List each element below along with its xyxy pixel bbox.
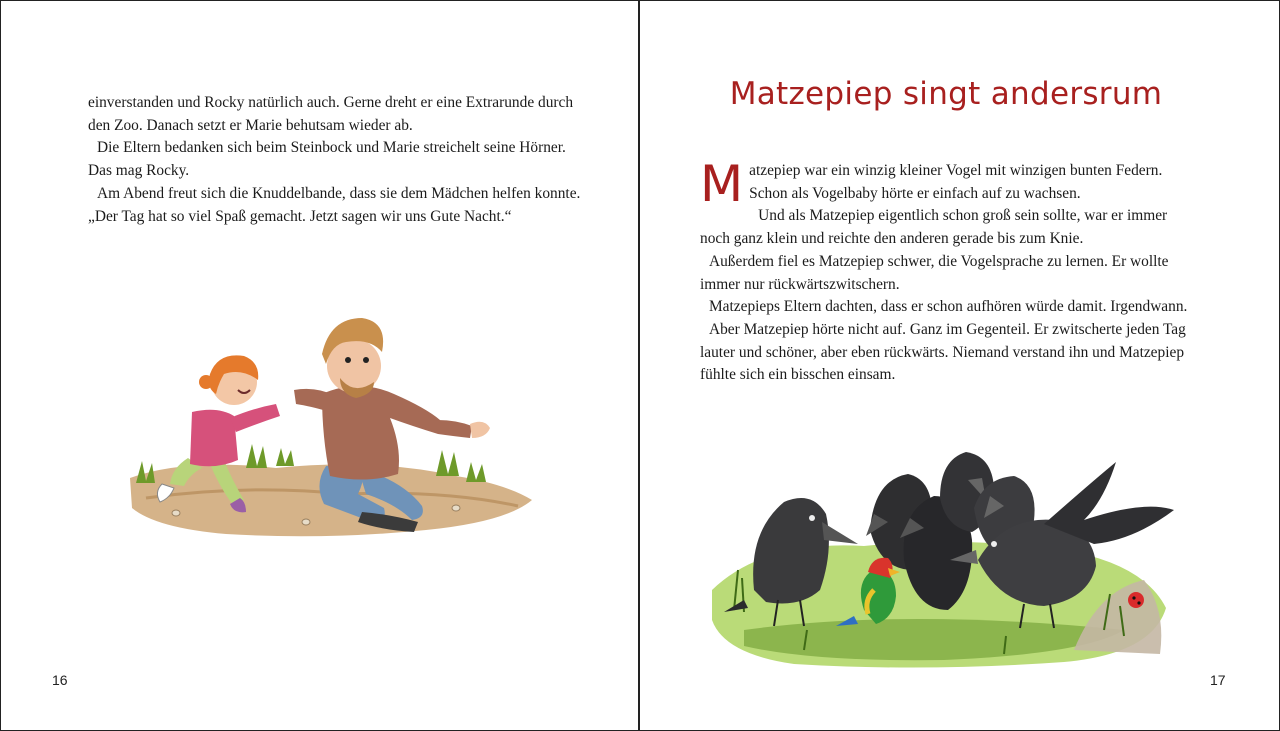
right-paragraph-2: Und als Matzepiep eigentlich schon groß sein sollte, war er immer noch ganz klein und reichte den anderen gerade bis zum Knie. <box>700 207 1168 248</box>
left-page-text <box>88 92 588 228</box>
first-paragraph-text: atzepiep war ein winzig kleiner Vogel mit winzigen bunten Federn. Schon als Vogelbaby hörte er einfach auf zu wachsen. <box>749 162 1163 202</box>
right-paragraph-3: Außerdem fiel es Matzepiep schwer, die Vogelsprache zu lernen. Er wollte immer nur rückwärtszwitschern. <box>700 252 1169 293</box>
illustration-crows-and-matzepiep <box>704 440 1174 672</box>
illustration-girl-and-father <box>126 308 538 546</box>
left-paragraph-1: einverstanden und Rocky natürlich auch. Gerne dreht er eine Extrarunde durch den Zoo. Danach setzt er Marie behutsam wieder ab. <box>88 94 574 134</box>
right-paragraph-4: Matzepieps Eltern dachten, dass er schon aufhören würde damit. Irgendwann. <box>709 298 1188 316</box>
right-paragraph-5: Aber Matzepiep hörte nicht auf. Ganz im Gegenteil. Er zwitscherte jeden Tag lauter und schöner, aber eben rückwärts. Niemand verstand ihn und Matzepiep fühlte sich ein bisschen einsam. <box>700 320 1186 384</box>
right-page-text <box>700 155 1190 387</box>
chapter-title: Matzepiep singt andersrum <box>729 76 1163 112</box>
left-page <box>0 0 638 731</box>
left-paragraph-2: Die Eltern bedanken sich beim Steinbock und Marie streichelt seine Hörner. Das mag Rocky. <box>88 139 566 180</box>
right-page <box>640 0 1280 731</box>
left-paragraph-3: Am Abend freut sich die Knuddelbande, dass sie dem Mädchen helfen konnte. „Der Tag hat so viel Spaß gemacht. Jetzt sagen wir uns Gute Nacht.“ <box>88 184 581 225</box>
page-number-left: 16 <box>52 672 68 688</box>
drop-cap: M <box>700 155 744 213</box>
right-paragraph-1 <box>700 155 1190 213</box>
page-number-right: 17 <box>1210 672 1226 688</box>
